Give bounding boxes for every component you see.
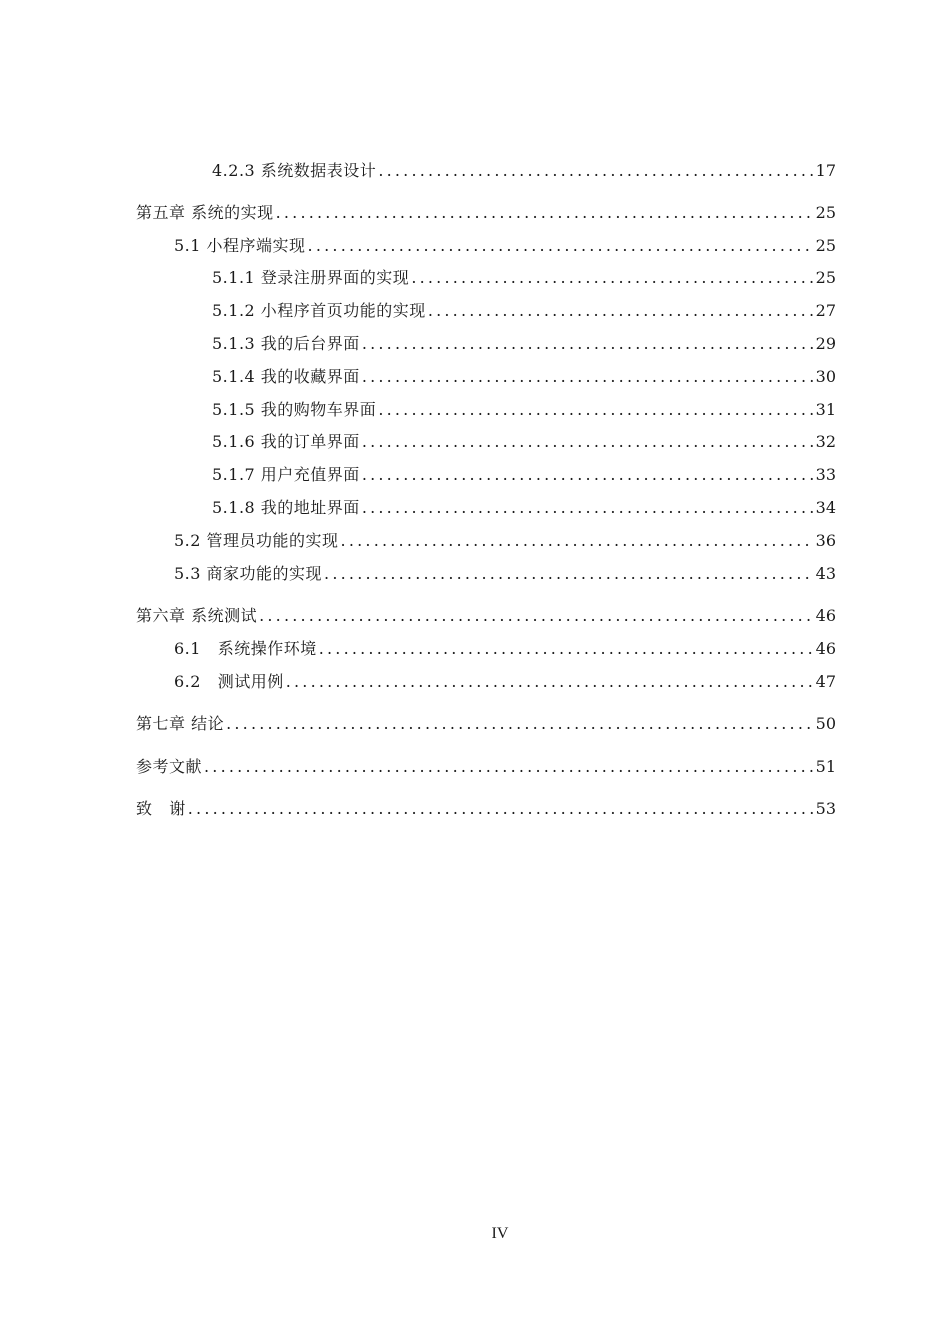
toc-entry-5-1-6[interactable] (212, 432, 836, 452)
toc-entry-5-2[interactable] (174, 531, 836, 551)
toc-dot-leader (226, 714, 814, 734)
toc-entry-page-number: 47 (815, 672, 836, 691)
toc-entry-title: 第五章 系统的实现 (136, 203, 274, 222)
toc-entry-page-number: 25 (815, 236, 836, 255)
toc-entry-page-number: 25 (815, 203, 836, 222)
toc-entry-page-number: 31 (815, 400, 836, 419)
toc-entry-page-number: 36 (815, 531, 836, 550)
toc-dot-leader (428, 301, 814, 321)
toc-entry-chapter-5[interactable] (136, 203, 836, 223)
toc-entry-4-2-3[interactable] (212, 161, 836, 181)
toc-entry-page-number: 46 (815, 606, 836, 625)
toc-entry-page-number: 43 (815, 564, 836, 583)
toc-entry-title: 参考文献 (136, 757, 203, 776)
toc-dot-leader (378, 161, 813, 181)
toc-entry-page-number: 33 (815, 465, 836, 484)
toc-dot-leader (341, 531, 814, 551)
toc-entry-6-2[interactable] (174, 672, 836, 692)
toc-entry-page-number: 51 (815, 757, 836, 776)
toc-entry-5-1-7[interactable] (212, 465, 836, 485)
toc-entry-page-number: 27 (815, 301, 836, 320)
toc-entry-chapter-6[interactable] (136, 606, 836, 626)
toc-dot-leader (362, 465, 814, 485)
toc-dot-leader (188, 799, 814, 819)
toc-entry-title: 5.1.2 小程序首页功能的实现 (212, 301, 426, 320)
toc-entry-title: 5.2 管理员功能的实现 (174, 531, 339, 550)
toc-entry-title: 5.1.8 我的地址界面 (212, 498, 360, 517)
toc-entry-title: 5.1.1 登录注册界面的实现 (212, 268, 410, 287)
toc-entry-page-number: 46 (815, 639, 836, 658)
toc-entry-page-number: 17 (815, 161, 836, 180)
toc-entry-title: 6.2 测试用例 (174, 672, 284, 691)
toc-entry-title: 5.1.4 我的收藏界面 (212, 367, 360, 386)
toc-entry-5-1-4[interactable] (212, 367, 836, 387)
toc-dot-leader (362, 498, 814, 518)
toc-entry-title: 致 谢 (136, 799, 186, 818)
toc-entry-page-number: 50 (815, 714, 836, 733)
toc-entry-title: 6.1 系统操作环境 (174, 639, 317, 658)
toc-entry-page-number: 53 (815, 799, 836, 818)
toc-entry-page-number: 29 (815, 334, 836, 353)
toc-entry-5-3[interactable] (174, 564, 836, 584)
page-footer-number: IV (491, 1225, 509, 1242)
toc-entry-title: 5.1 小程序端实现 (174, 236, 306, 255)
toc-entry-title: 4.2.3 系统数据表设计 (212, 161, 377, 180)
toc-entry-5-1-2[interactable] (212, 301, 836, 321)
toc-entry-chapter-7[interactable] (136, 714, 836, 734)
toc-entry-title: 5.1.3 我的后台界面 (212, 334, 360, 353)
toc-entry-page-number: 32 (815, 432, 836, 451)
toc-dot-leader (259, 606, 814, 626)
toc-entry-title: 5.1.6 我的订单界面 (212, 432, 360, 451)
toc-entry-acknowledgements[interactable] (136, 799, 836, 819)
toc-dot-leader (276, 203, 814, 223)
toc-entry-references[interactable] (136, 757, 836, 777)
toc-entry-title: 5.3 商家功能的实现 (174, 564, 323, 583)
toc-dot-leader (362, 334, 814, 354)
toc-dot-leader (319, 639, 814, 659)
toc-dot-leader (378, 400, 813, 420)
toc-entry-title: 5.1.5 我的购物车界面 (212, 400, 377, 419)
toc-dot-leader (411, 268, 813, 288)
toc-dot-leader (324, 564, 814, 584)
toc-entry-6-1[interactable] (174, 639, 836, 659)
toc-entry-title: 第七章 结论 (136, 714, 225, 733)
toc-dot-leader (204, 757, 814, 777)
toc-entry-5-1[interactable] (174, 236, 836, 256)
toc-entry-5-1-1[interactable] (212, 268, 836, 288)
toc-entry-5-1-3[interactable] (212, 334, 836, 354)
toc-entry-page-number: 30 (815, 367, 836, 386)
toc-entry-title: 5.1.7 用户充值界面 (212, 465, 360, 484)
toc-entry-page-number: 25 (815, 268, 836, 287)
toc-dot-leader (308, 236, 814, 256)
toc-entry-title: 第六章 系统测试 (136, 606, 258, 625)
toc-entry-page-number: 34 (815, 498, 836, 517)
toc-dot-leader (286, 672, 814, 692)
toc-entry-5-1-5[interactable] (212, 400, 836, 420)
toc-dot-leader (362, 367, 814, 387)
toc-entry-5-1-8[interactable] (212, 498, 836, 518)
toc-dot-leader (362, 432, 814, 452)
